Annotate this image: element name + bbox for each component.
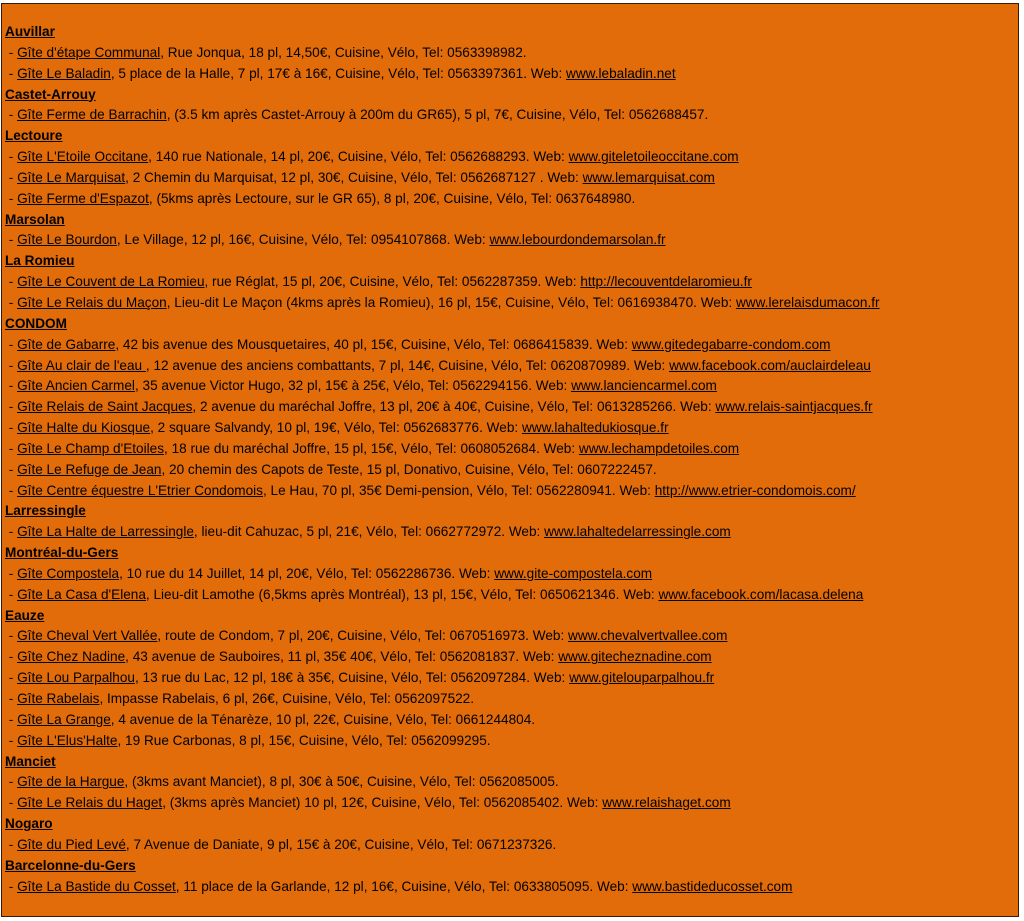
gite-details: , 10 rue du 14 Juillet, 14 pl, 20€, Vélo, Tel: 0562286736. xyxy=(119,565,459,581)
town-heading: Nogaro xyxy=(5,816,53,832)
web-label: Web: xyxy=(533,149,569,165)
website-link[interactable]: www.lahaltedelarressingle.com xyxy=(544,524,731,540)
entry-bullet: - xyxy=(5,774,18,790)
gite-details: , 140 rue Nationale, 14 pl, 20€, Cuisine, Vélo, Tel: 0562688293. xyxy=(148,149,534,165)
entry-bullet: - xyxy=(5,294,18,310)
web-label: Web: xyxy=(508,524,545,540)
web-label: Web: xyxy=(530,65,567,81)
gite-details: , (5kms après Lectoure, sur le GR 65), 8 pl, 20€, Cuisine, Vélo, Tel: 0637648980. xyxy=(148,190,636,206)
gite-name-link[interactable]: Gîte Compostela xyxy=(17,565,120,581)
entry-bullet: - xyxy=(5,190,18,206)
town-heading: Auvillar xyxy=(5,24,55,39)
town-heading: Larressingle xyxy=(5,503,86,519)
gite-name-link[interactable]: Gîte La Grange xyxy=(17,711,111,727)
web-label: Web: xyxy=(545,274,581,290)
gite-name-link[interactable]: Gîte de Gabarre xyxy=(17,336,116,352)
town-heading: Eauze xyxy=(5,607,45,623)
gite-details: , Le Hau, 70 pl, 35€ Demi-pension, Vélo, Tel: 0562280941. xyxy=(262,482,620,498)
gite-name-link[interactable]: Gîte Centre équestre L'Etrier Condomois xyxy=(17,482,263,498)
gite-entry xyxy=(5,189,1018,210)
gite-entry xyxy=(5,668,1018,689)
gite-name-link[interactable]: Gîte Ferme d'Espazot xyxy=(17,190,149,206)
gite-entry xyxy=(5,522,1018,543)
entry-bullet: - xyxy=(5,565,18,581)
gite-details: , Lieu-dit Lamothe (6,5kms après Montréal), 13 pl, 15€, Vélo, Tel: 0650621346. xyxy=(145,586,624,602)
gite-entry xyxy=(5,439,1018,460)
gite-entry xyxy=(5,772,1018,793)
gite-entry xyxy=(5,376,1018,397)
gite-entry xyxy=(5,835,1018,856)
gite-details: , 13 rue du Lac, 12 pl, 18€ à 35€, Cuisine, Vélo, Tel: 0562097284. xyxy=(135,670,534,686)
website-link[interactable]: www.gitecheznadine.com xyxy=(558,649,712,665)
website-link[interactable]: www.lahaltedukiosque.fr xyxy=(521,420,669,436)
gite-name-link[interactable]: Gîte Rabelais xyxy=(17,691,100,706)
gite-details: , Impasse Rabelais, 6 pl, 26€, Cuisine, Vélo, Tel: 0562097522. xyxy=(99,691,475,706)
website-link[interactable]: www.chevalvertvallee.com xyxy=(568,628,728,644)
entry-bullet: - xyxy=(5,274,18,290)
gite-details: , 42 bis avenue des Mousquetaires, 40 pl, 15€, Cuisine, Vélo, Tel: 0686415839. xyxy=(115,336,597,352)
website-link[interactable]: www.lebaladin.net xyxy=(566,65,676,81)
website-link[interactable]: www.gitelouparpalhou.fr xyxy=(569,670,715,686)
gite-details: , 20 chemin des Capots de Teste, 15 pl, Donativo, Cuisine, Vélo, Tel: 0607222457. xyxy=(161,461,657,477)
gite-name-link[interactable]: Gîte La Halte de Larressingle xyxy=(17,524,194,540)
website-link[interactable]: www.lerelaisdumacon.fr xyxy=(735,294,880,310)
gite-name-link[interactable]: Gîte Le Marquisat xyxy=(17,169,126,185)
entry-bullet: - xyxy=(5,836,18,852)
gite-details: , Lieu-dit Le Maçon (4kms après la Romieu), 16 pl, 15€, Cuisine, Vélo, Tel: 0616938470. xyxy=(166,294,701,310)
entry-bullet: - xyxy=(5,107,18,123)
gite-name-link[interactable]: Gîte La Bastide du Cosset xyxy=(17,878,176,894)
entry-bullet: - xyxy=(5,232,18,248)
entry-bullet: - xyxy=(5,399,18,415)
gite-name-link[interactable]: Gîte Au clair de l'eau xyxy=(17,357,146,373)
web-label: Web: xyxy=(522,649,559,665)
entry-bullet: - xyxy=(5,711,18,727)
gite-entry xyxy=(5,397,1018,418)
gite-name-link[interactable]: Gîte de la Hargue xyxy=(17,774,125,790)
gite-details: , 19 Rue Carbonas, 8 pl, 15€, Cuisine, Vélo, Tel: 0562099295. xyxy=(117,732,491,748)
entry-bullet: - xyxy=(5,524,18,540)
website-link[interactable]: http://lecouventdelaromieu.fr xyxy=(580,274,752,290)
gite-name-link[interactable]: Gîte Le Relais du Maçon xyxy=(17,294,167,310)
entry-bullet: - xyxy=(5,649,18,665)
website-link[interactable]: www.relais-saintjacques.fr xyxy=(715,399,873,415)
web-label: Web: xyxy=(700,294,736,310)
entry-bullet: - xyxy=(5,628,18,644)
entry-bullet: - xyxy=(5,732,18,748)
gite-entry xyxy=(5,418,1018,439)
gite-name-link[interactable]: Gîte du Pied Levé xyxy=(17,836,126,852)
town-heading: Castet-Arrouy xyxy=(5,86,96,102)
gite-entry xyxy=(5,64,1018,85)
entry-bullet: - xyxy=(5,357,18,373)
web-label: Web: xyxy=(619,482,655,498)
gite-details: , 7 Avenue de Daniate, 9 pl, 15€ à 20€, Cuisine, Vélo, Tel: 0671237326. xyxy=(125,836,557,852)
website-link[interactable]: www.bastideducosset.com xyxy=(632,878,793,894)
website-link[interactable]: www.giteletoileoccitane.com xyxy=(568,149,739,165)
gite-details: , 2 square Salvandy, 10 pl, 19€, Vélo, Tel: 0562683776. xyxy=(150,420,487,436)
entry-bullet: - xyxy=(5,586,18,602)
web-label: Web: xyxy=(454,232,490,248)
web-label: Web: xyxy=(680,399,716,415)
gite-details: , 35 avenue Victor Hugo, 32 pl, 15€ à 25€, Vélo, Tel: 0562294156. xyxy=(134,378,536,394)
gite-details: , route de Condom, 7 pl, 20€, Cuisine, Vélo, Tel: 0670516973. xyxy=(157,628,533,644)
entry-bullet: - xyxy=(5,44,18,60)
website-link[interactable]: www.gitedegabarre-condom.com xyxy=(631,336,831,352)
gite-details: , 2 Chemin du Marquisat, 12 pl, 30€, Cuisine, Vélo, Tel: 0562687127 . xyxy=(125,169,548,185)
gite-name-link[interactable]: Gîte Le Couvent de La Romieu xyxy=(17,274,205,290)
web-label: Web: xyxy=(543,440,579,456)
gite-entry xyxy=(5,168,1018,189)
gite-name-link[interactable]: Gîte Ancien Carmel xyxy=(17,378,135,394)
entry-bullet: - xyxy=(5,336,18,352)
website-link[interactable]: www.lemarquisat.com xyxy=(582,169,715,185)
website-link[interactable]: www.lebourdondemarsolan.fr xyxy=(489,232,666,248)
gite-entry xyxy=(5,710,1018,731)
gite-details: , 12 avenue des anciens combattants, 7 pl, 14€, Cuisine, Vélo, Tel: 0620870989. xyxy=(145,357,634,373)
entry-bullet: - xyxy=(5,149,18,165)
gite-name-link[interactable]: Gîte Chez Nadine xyxy=(17,649,126,665)
gite-details: , lieu-dit Cahuzac, 5 pl, 21€, Vélo, Tel: 0662772972. xyxy=(193,524,509,540)
gite-name-link[interactable]: Gîte Le Bourdon xyxy=(17,232,117,248)
gite-name-link[interactable]: Gîte L'Elus'Halte xyxy=(17,732,118,748)
gite-entry xyxy=(5,147,1018,168)
web-label: Web: xyxy=(596,878,633,894)
town-heading: Manciet xyxy=(5,753,56,769)
website-link[interactable]: www.lanciencarmel.com xyxy=(571,378,717,394)
entry-bullet: - xyxy=(5,65,18,81)
gite-entry xyxy=(5,585,1018,606)
gite-details: , (3.5 km après Castet-Arrouy à 200m du GR65), 5 pl, 7€, Cuisine, Vélo, Tel: 0562688457. xyxy=(166,107,709,123)
gite-details: , (3kms après Manciet) 10 pl, 12€, Cuisine, Vélo, Tel: 0562085402. xyxy=(162,795,567,811)
gite-entry xyxy=(5,626,1018,647)
gite-details: , 18 rue du maréchal Joffre, 15 pl, 15€, Vélo, Tel: 0608052684. xyxy=(164,440,544,456)
town-heading: Lectoure xyxy=(5,128,63,144)
gite-entry xyxy=(5,105,1018,126)
web-label: Web: xyxy=(486,420,522,436)
gite-list-panel xyxy=(1,3,1019,917)
gite-entry xyxy=(5,793,1018,814)
gite-name-link[interactable]: Gîte Ferme de Barrachin xyxy=(17,107,167,123)
web-label: Web: xyxy=(532,628,568,644)
gite-entry xyxy=(5,335,1018,356)
web-label: Web: xyxy=(623,586,659,602)
entry-bullet: - xyxy=(5,378,18,394)
entry-bullet: - xyxy=(5,169,18,185)
gite-name-link[interactable]: Gîte Lou Parpalhou xyxy=(17,670,135,686)
gite-details: , 4 avenue de la Ténarèze, 10 pl, 22€, Cuisine, Vélo, Tel: 0661244804. xyxy=(110,711,536,727)
gite-entry xyxy=(5,647,1018,668)
entry-bullet: - xyxy=(5,420,18,436)
entry-bullet: - xyxy=(5,482,18,498)
gite-entry xyxy=(5,272,1018,293)
gite-name-link[interactable]: Gîte Relais de Saint Jacques xyxy=(17,399,193,415)
website-link[interactable]: http://www.etrier-condomois.com/ xyxy=(654,482,856,498)
gite-details: , 43 avenue de Sauboires, 11 pl, 35€ 40€, Vélo, Tel: 0562081837. xyxy=(125,649,523,665)
gite-details: , 5 place de la Halle, 7 pl, 17€ à 16€, Cuisine, Vélo, Tel: 0563397361. xyxy=(110,65,531,81)
website-link[interactable]: www.facebook.com/lacasa.delena xyxy=(658,586,864,602)
entry-bullet: - xyxy=(5,795,18,811)
website-link[interactable]: www.gite-compostela.com xyxy=(494,565,653,581)
web-label: Web: xyxy=(533,670,570,686)
gite-name-link[interactable]: Gîte L'Etoile Occitane xyxy=(17,149,149,165)
gite-details: , 2 avenue du maréchal Joffre, 13 pl, 20€ à 40€, Cuisine, Vélo, Tel: 0613285266. xyxy=(192,399,681,415)
entry-bullet: - xyxy=(5,878,18,894)
web-label: Web: xyxy=(566,795,603,811)
gite-details: , 11 place de la Garlande, 12 pl, 16€, Cuisine, Vélo, Tel: 0633805095. xyxy=(175,878,597,894)
gite-entry xyxy=(5,460,1018,481)
gite-name-link[interactable]: Gîte Cheval Vert Vallée xyxy=(17,628,158,644)
town-heading: Marsolan xyxy=(5,211,65,227)
entry-bullet: - xyxy=(5,440,18,456)
gite-name-link[interactable]: Gîte d'étape Communal xyxy=(17,44,161,60)
gite-details: , Rue Jonqua, 18 pl, 14,50€, Cuisine, Vélo, Tel: 0563398982. xyxy=(160,44,527,60)
town-heading: Barcelonne-du-Gers xyxy=(5,857,136,873)
gite-entry xyxy=(5,43,1018,64)
gite-name-link[interactable]: Gîte Le Baladin xyxy=(17,65,111,81)
gite-name-link[interactable]: Gîte Halte du Kiosque xyxy=(17,420,151,436)
web-label: Web: xyxy=(596,336,632,352)
gite-name-link[interactable]: Gîte Le Relais du Haget xyxy=(17,795,163,811)
gite-entry xyxy=(5,230,1018,251)
entry-bullet: - xyxy=(5,461,18,477)
web-label: Web: xyxy=(547,169,583,185)
gite-entry xyxy=(5,356,1018,377)
gite-entry xyxy=(5,564,1018,585)
gite-entry xyxy=(5,731,1018,752)
town-heading: Montréal-du-Gers xyxy=(5,545,119,561)
gite-name-link[interactable]: Gîte La Casa d'Elena xyxy=(17,586,146,602)
gite-name-link[interactable]: Gîte Le Champ d'Etoiles xyxy=(17,440,165,456)
website-link[interactable]: www.facebook.com/auclairdeleau xyxy=(669,357,871,373)
web-label: Web: xyxy=(458,565,495,581)
website-link[interactable]: www.lechampdetoiles.com xyxy=(578,440,740,456)
gite-entry xyxy=(5,293,1018,314)
gite-details: , (3kms avant Manciet), 8 pl, 30€ à 50€, Cuisine, Vélo, Tel: 0562085005. xyxy=(124,774,559,790)
gite-entry xyxy=(5,481,1018,502)
web-label: Web: xyxy=(535,378,572,394)
gite-details: , rue Réglat, 15 pl, 20€, Cuisine, Vélo, Tel: 0562287359. xyxy=(204,274,546,290)
town-heading: CONDOM xyxy=(5,315,67,331)
entry-bullet: - xyxy=(5,691,18,706)
web-label: Web: xyxy=(633,357,670,373)
town-heading: La Romieu xyxy=(5,253,75,269)
gite-entry xyxy=(5,877,1018,898)
entry-bullet: - xyxy=(5,670,18,686)
website-link[interactable]: www.relaishaget.com xyxy=(602,795,731,811)
gite-details: , Le Village, 12 pl, 16€, Cuisine, Vélo, Tel: 0954107868. xyxy=(116,232,455,248)
gite-name-link[interactable]: Gîte Le Refuge de Jean xyxy=(17,461,162,477)
gite-entry xyxy=(5,689,1018,710)
